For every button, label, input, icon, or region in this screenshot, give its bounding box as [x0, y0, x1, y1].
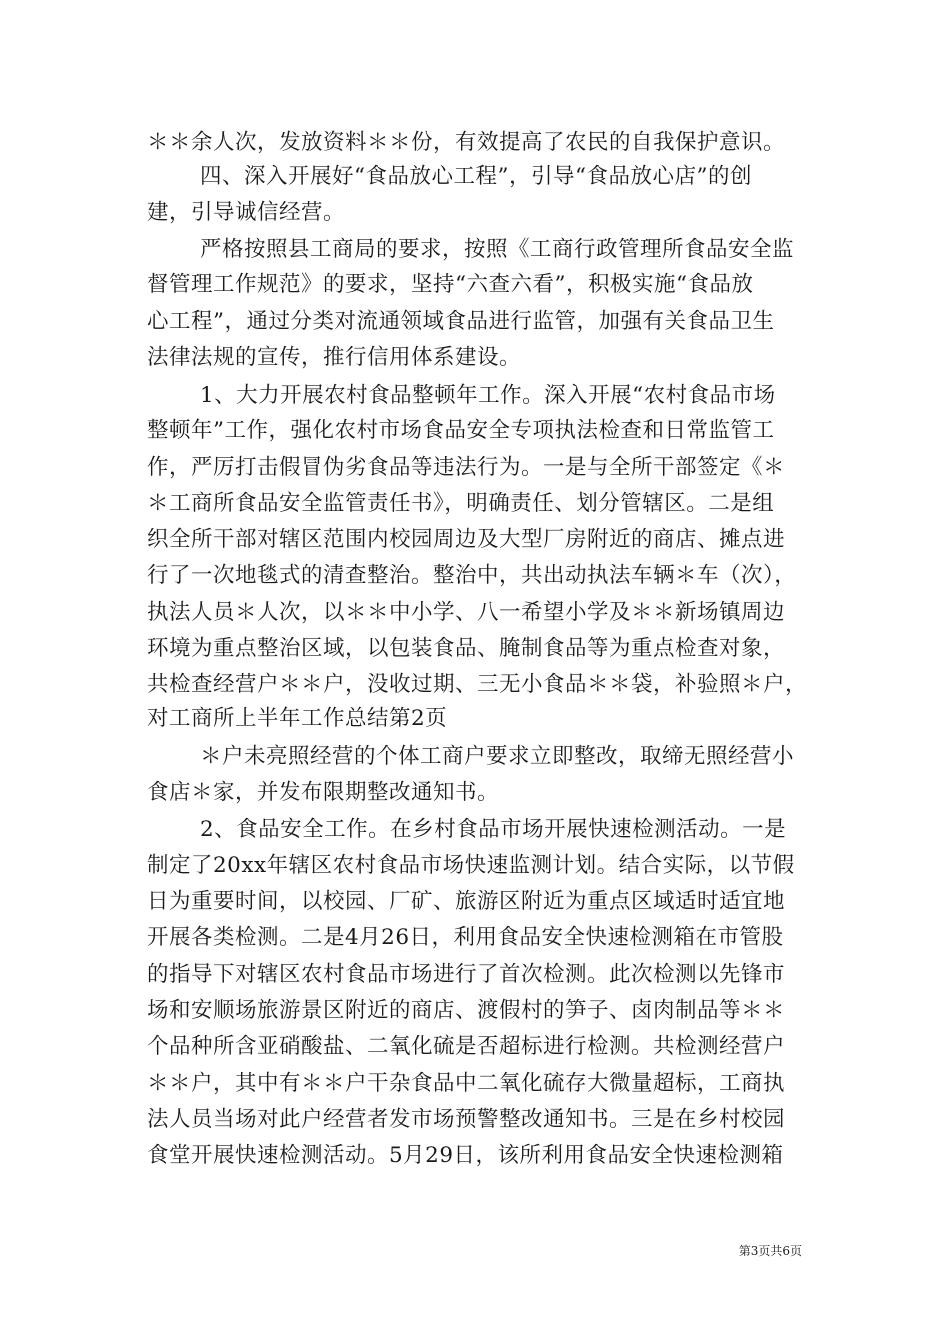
- text-line: 织全所干部对辖区范围内校园周边及大型厂房附近的商店、摊点进: [147, 527, 786, 552]
- text-line: 制定了20xx年辖区农村食品市场快速监测计划。结合实际，以节假: [147, 853, 795, 878]
- text-line: 日为重要时间，以校园、厂矿、旅游区附近为重点区域适时适宜地: [147, 889, 786, 914]
- text-line: 心工程”，通过分类对流通领域食品进行监管，加强有关食品卫生: [147, 309, 775, 334]
- text-line: 法人员当场对此户经营者发市场预警整改通知书。三是在乡村校园: [147, 1107, 786, 1132]
- text-line: 场和安顺场旅游景区附近的商店、渡假村的笋子、卤肉制品等＊＊: [147, 998, 786, 1023]
- paragraph-start: 严格按照县工商局的要求，按照《工商行政管理所食品安全监: [200, 237, 795, 262]
- text-line: 开展各类检测。二是4月26日，利用食品安全快速检测箱在市管股: [147, 925, 784, 950]
- text-line: 督管理工作规范》的要求，坚持“六查六看”，积极实施“食品放: [147, 272, 754, 297]
- text-line: 法律法规的宣传，推行信用体系建设。: [147, 345, 522, 370]
- text-line: 整顿年”工作，强化农村市场食品安全专项执法检查和日常监管工: [147, 418, 775, 443]
- page-number: 第3页共6页: [738, 1244, 802, 1258]
- paragraph-start: 1、大力开展农村食品整顿年工作。深入开展“农村食品市场: [200, 383, 776, 408]
- section-heading: 四、深入开展好“食品放心工程”，引导“食品放心店”的创: [200, 164, 752, 189]
- text-line: ＊＊余人次，发放资料＊＊份，有效提高了农民的自我保护意识。: [147, 130, 786, 155]
- text-line: 共检查经营户＊＊户，没收过期、三无小食品＊＊袋，补验照＊户，: [147, 672, 808, 697]
- paragraph-start: 2、食品安全工作。在乡村食品市场开展快速检测活动。一是: [200, 817, 787, 842]
- text-line: 建，引导诚信经营。: [147, 200, 346, 225]
- text-line: 作，严厉打击假冒伪劣食品等违法行为。一是与全所干部签定《＊: [147, 455, 786, 480]
- paragraph-start: ＊户未亮照经营的个体工商户要求立即整改，取缔无照经营小: [200, 744, 795, 769]
- text-line: 执法人员＊人次，以＊＊中小学、八一希望小学及＊＊新场镇周边: [147, 600, 786, 625]
- text-line: 对工商所上半年工作总结第2页: [147, 706, 448, 731]
- text-line: 行了一次地毯式的清查整治。整治中，共出动执法车辆＊车（次），: [147, 563, 797, 588]
- text-line: 食店＊家，并发布限期整改通知书。: [147, 780, 500, 805]
- text-line: 个品种所含亚硝酸盐、二氧化硫是否超标进行检测。共检测经营户: [147, 1034, 786, 1059]
- text-line: 的指导下对辖区农村食品市场进行了首次检测。此次检测以先锋市: [147, 962, 786, 987]
- text-line: 环境为重点整治区域，以包装食品、腌制食品等为重点检查对象，: [147, 636, 786, 661]
- text-line: ＊＊户，其中有＊＊户干杂食品中二氧化硫存大微量超标，工商执: [147, 1071, 786, 1096]
- text-line: 食堂开展快速检测活动。5月29日，该所利用食品安全快速检测箱: [147, 1143, 784, 1168]
- text-line: ＊工商所食品安全监管责任书》，明确责任、划分管辖区。二是组: [147, 491, 775, 516]
